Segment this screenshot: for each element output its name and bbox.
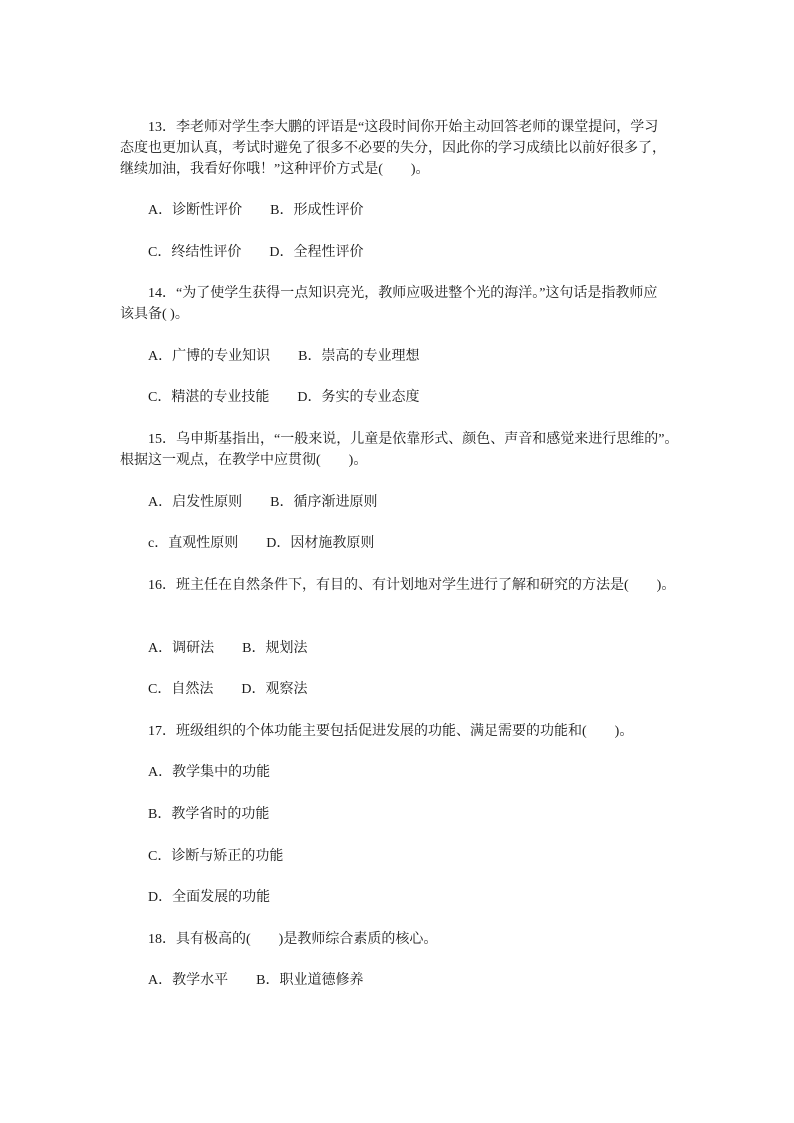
question-line: 态度也更加认真，考试时避免了很多不必要的失分，因此你的学习成绩比以前好很多了， (120, 140, 666, 156)
question-15-option-row: c．直观性原则 D．因材施教原则 (148, 536, 375, 552)
question-15-stem (120, 429, 680, 471)
question-17-stem (120, 721, 680, 742)
question-line: 根据这一观点，在教学中应贯彻( )。 (120, 453, 368, 469)
question-14-stem (120, 283, 680, 325)
question-15-option-row: A．启发性原则 B．循序渐进原则 (148, 494, 378, 510)
question-list (120, 117, 680, 1012)
question-line: 13．李老师对学生李大鹏的评语是“这段时间你开始主动回答老师的课堂提问，学习 (148, 119, 659, 135)
question-16-option-row: A．调研法 B．规划法 (148, 640, 308, 656)
question-16-stem (120, 575, 680, 596)
question-line: 18．具有极高的( )是教师综合素质的核心。 (148, 931, 438, 947)
question-line: 16．班主任在自然条件下，有目的、有计划地对学生进行了解和研究的方法是( )。 (148, 577, 676, 593)
question-line: 继续加油，我看好你哦！”这种评价方式是( )。 (120, 161, 430, 177)
question-17-option-a: A．教学集中的功能 (148, 765, 271, 781)
question-17-option-c: C．诊断与矫正的功能 (148, 848, 284, 864)
question-18-stem (120, 929, 680, 950)
question-13-stem (120, 117, 680, 180)
question-line: 14．“为了使学生获得一点知识亮光，教师应吸进整个光的海洋。”这句话是指教师应 (148, 286, 658, 302)
question-18-option-row: A．教学水平 B．职业道德修养 (148, 973, 364, 989)
question-17-option-d: D．全面发展的功能 (148, 890, 271, 906)
question-16-option-row: C．自然法 D．观察法 (148, 682, 308, 698)
question-line: 该具备( )。 (120, 307, 189, 323)
question-line: 15．乌申斯基指出，“一般来说，儿童是依靠形式、颜色、声音和感觉来进行思维的”。 (148, 432, 679, 448)
question-14-option-row: A．广博的专业知识 B．崇高的专业理想 (148, 348, 420, 364)
question-13-option-row: A．诊断性评价 B．形成性评价 (148, 203, 364, 219)
question-13-option-row: C．终结性评价 D．全程性评价 (148, 244, 364, 260)
question-line: 17．班级组织的个体功能主要包括促进发展的功能、满足需要的功能和( )。 (148, 723, 634, 739)
question-17-option-b: B．教学省时的功能 (148, 807, 270, 823)
question-14-option-row: C．精湛的专业技能 D．务实的专业态度 (148, 390, 420, 406)
